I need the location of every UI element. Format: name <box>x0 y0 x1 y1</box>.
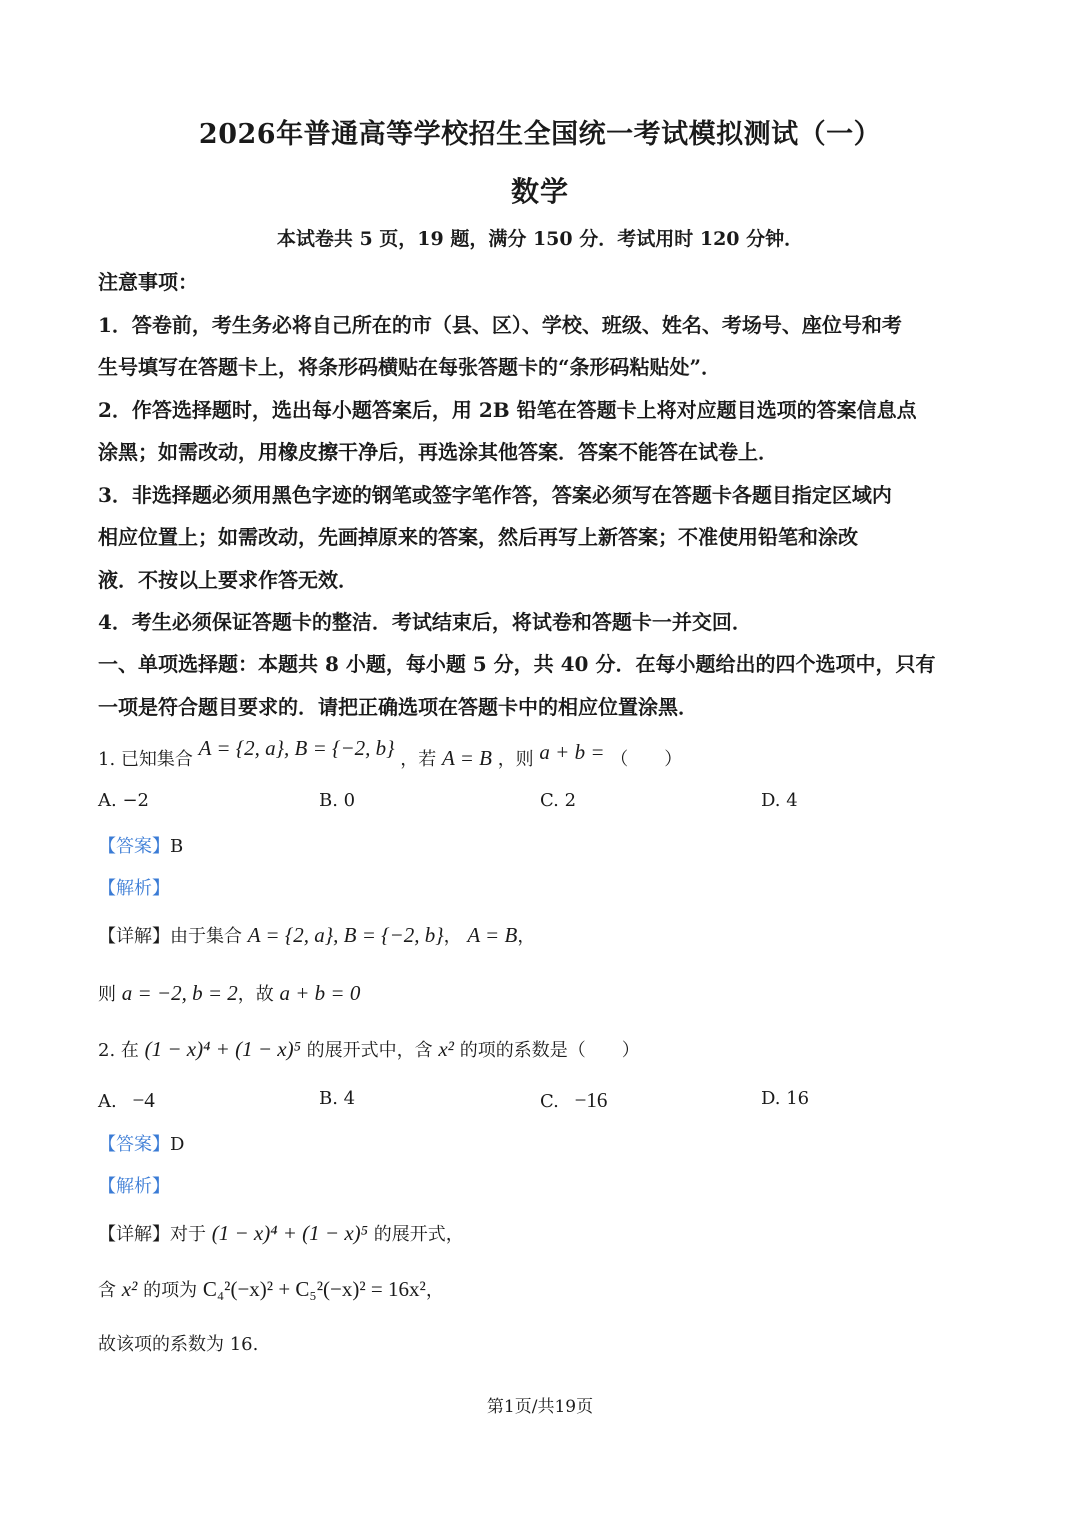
q2-detail-line-1: 【详解】对于 (1 − x)⁴ + (1 − x)⁵ 的展开式， <box>98 1221 464 1245</box>
notice-line-8: 4．考生必须保证答题卡的整洁．考试结束后，将试卷和答题卡一并交回． <box>98 610 752 634</box>
q1-detail-math2: A = B <box>467 923 518 947</box>
q1-answer: 【答案】B <box>98 836 184 857</box>
q1-detail-line-2 <box>98 980 360 1006</box>
q2-option-c-label: C. <box>540 1091 559 1112</box>
q1-mid1: ，若 <box>400 749 437 770</box>
question-1 <box>98 736 683 771</box>
q1-detail-label: 详解 <box>116 926 152 947</box>
q1-answer-value: B <box>170 836 184 857</box>
exam-title: 2026年普通高等学校招生全国统一考试模拟测试（一） <box>198 119 882 150</box>
q1-detail-sep: ， <box>443 926 462 947</box>
notice-heading: 注意事项： <box>98 270 198 294</box>
q1-option-c: C. 2 <box>540 790 577 811</box>
notice-line-5: 3．非选择题必须用黑色字迹的钢笔或签字笔作答，答案必须写在答题卡各题目指定区域内 <box>98 483 892 507</box>
notice-line-7: 液．不按以上要求作答无效． <box>98 568 358 592</box>
q2-detail-pre: 对于 <box>170 1224 206 1245</box>
q1-analysis-label: 解析 <box>116 878 152 899</box>
q1-detail-line-1: 【详解】由于集合 A = {2, a}, B = {−2, b}， A = B， <box>98 923 536 947</box>
q1-detail2-math2: a + b = 0 <box>279 981 361 1005</box>
exam-info: 本试卷共 5 页，19 题，满分 150 分．考试用时 120 分钟． <box>276 228 804 250</box>
q2-option-d: D. 16 <box>761 1088 810 1109</box>
question-2 <box>98 1036 640 1062</box>
q2-detail-line-2 <box>98 1276 444 1302</box>
q1-answer-label: 答案 <box>116 836 152 857</box>
q2-prefix: 2. 在 <box>98 1040 139 1061</box>
q2-line2-term: x² <box>121 1277 138 1301</box>
q1-option-b: B. 0 <box>319 790 356 811</box>
q1-sets: A = {2, a}, B = {−2, b} <box>198 736 395 760</box>
q1-prefix: 1. 已知集合 <box>98 749 193 770</box>
q2-answer: 【答案】D <box>98 1134 185 1155</box>
q2-line2-pre: 含 <box>98 1280 116 1301</box>
q2-suffix: 的项的系数是（ ） <box>459 1040 640 1061</box>
q2-answer-label: 答案 <box>116 1134 152 1155</box>
notice-line-4: 涂黑；如需改动，用橡皮擦干净后，再选涂其他答案．答案不能答在试卷上． <box>98 440 778 464</box>
q2-option-c <box>540 1088 607 1113</box>
q2-mid: 的展开式中，含 <box>306 1040 433 1061</box>
q2-line2-math: C₄²(−x)² + C₅²(−x)² = 16x² <box>202 1277 426 1301</box>
q1-analysis: 【解析】 <box>98 878 170 899</box>
q1-paren: （ ） <box>610 749 683 770</box>
q1-detail2-pre: 则 <box>98 984 116 1005</box>
q1-detail2-math1: a = −2, b = 2 <box>121 981 238 1005</box>
q2-expr: (1 − x)⁴ + (1 − x)⁵ <box>144 1037 301 1061</box>
subject-title: 数学 <box>510 175 569 208</box>
q2-detail-suf: 的展开式， <box>373 1224 464 1245</box>
notice-line-1: 1．答卷前，考生务必将自己所在的市（县、区）、学校、班级、姓名、考场号、座位号和考 <box>98 313 902 337</box>
q1-detail-end: ， <box>517 926 536 947</box>
q2-analysis: 【解析】 <box>98 1176 170 1197</box>
q2-analysis-label: 解析 <box>116 1176 152 1197</box>
q2-option-b: B. 4 <box>319 1088 356 1109</box>
q2-answer-value: D <box>170 1134 185 1155</box>
q1-detail2-mid: ，故 <box>237 984 274 1005</box>
q1-detail-text1: 由于集合 <box>170 926 242 947</box>
q2-option-a <box>98 1088 155 1113</box>
q1-detail-math1: A = {2, a}, B = {−2, b} <box>247 923 444 947</box>
notice-line-3: 2．作答选择题时，选出每小题答案后，用 2B 铅笔在答题卡上将对应题目选项的答案信息点 <box>98 398 917 422</box>
section1-line-1: 一、单项选择题：本题共 8 小题，每小题 5 分，共 40 分．在每小题给出的四个选项中，只有 <box>98 652 936 676</box>
q1-cond: A = B <box>442 746 492 770</box>
notice-line-6: 相应位置上；如需改动，先画掉原来的答案，然后再写上新答案；不准使用铅笔和涂改 <box>98 525 858 549</box>
q1-option-d: D. 4 <box>761 790 798 811</box>
page-footer: 第1页/共19页 <box>486 1397 594 1417</box>
q2-option-a-label: A. <box>98 1091 117 1112</box>
section1-line-2: 一项是符合题目要求的．请把正确选项在答题卡中的相应位置涂黑． <box>98 695 698 719</box>
q2-detail-label: 详解 <box>116 1224 152 1245</box>
notice-line-2: 生号填写在答题卡上，将条形码横贴在每张答题卡的“条形码粘贴处”． <box>98 355 722 379</box>
q2-line2-end: ， <box>425 1280 444 1301</box>
q2-line2-mid: 的项为 <box>143 1280 198 1301</box>
q2-detail-expr: (1 − x)⁴ + (1 − x)⁵ <box>211 1221 368 1245</box>
q1-option-a: A. −2 <box>98 790 149 811</box>
q1-expr: a + b = <box>539 740 605 764</box>
q1-mid2: ，则 <box>497 749 534 770</box>
q2-option-c-value: −16 <box>574 1088 608 1112</box>
q2-option-a-value: −4 <box>132 1088 155 1112</box>
q2-detail-line-3: 故该项的系数为 16. <box>98 1334 259 1355</box>
q2-term: x² <box>438 1037 454 1061</box>
